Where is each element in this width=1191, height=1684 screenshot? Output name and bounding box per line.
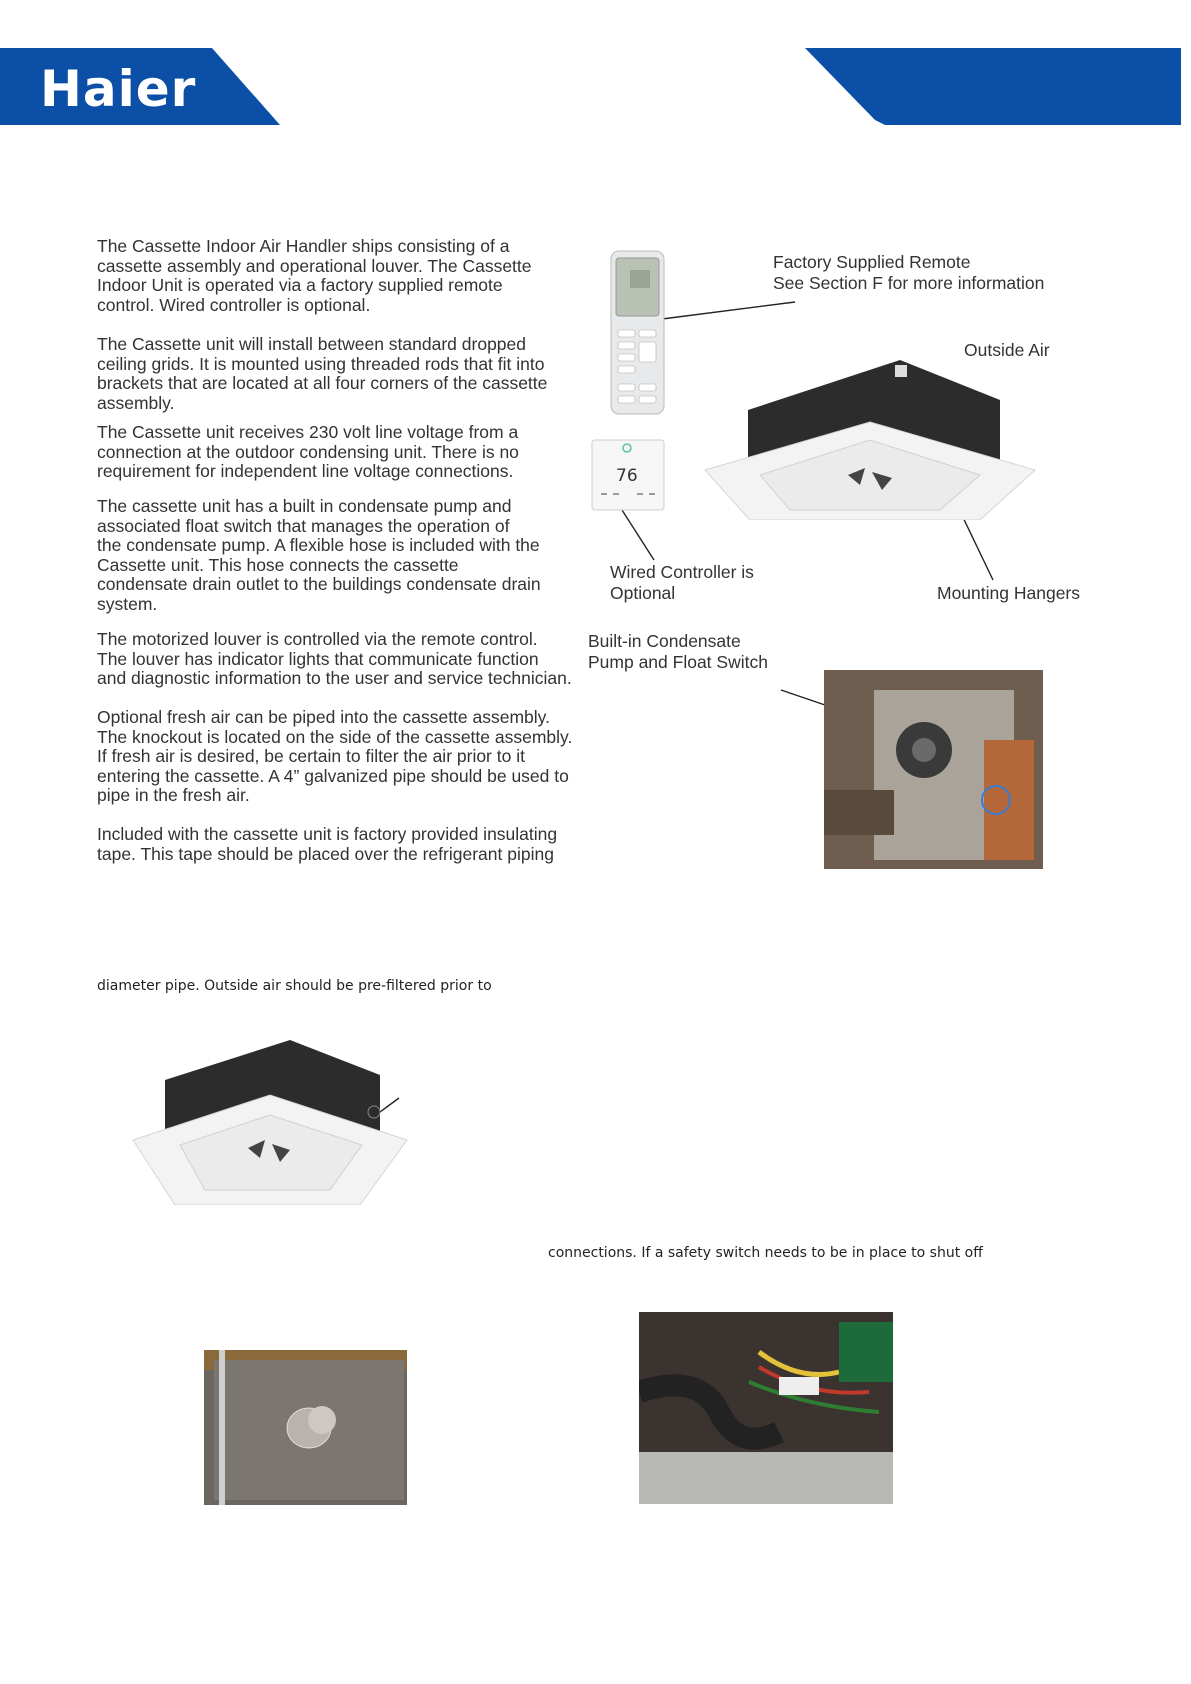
paragraph-fresh-air: Optional fresh air can be piped into the cassette assembly. The knockout is located on the side of the cassette assembly. If fresh air is desired, be certain to filter the air prior to it entering the cassette. A 4” galvanized pipe should be used to pipe in the fresh air.: [97, 707, 573, 806]
paragraph-louver: The motorized louver is controlled via the remote control. The louver has indicator lights that communicate function and diagnostic information to the user and service technician.: [97, 629, 572, 689]
paragraph-intro: The Cassette Indoor Air Handler ships consisting of a cassette assembly and operational louver. The Cassette Indoor Unit is operated via a factory supplied remote control. Wired controller is optional.: [97, 236, 532, 315]
wiring-photo: [639, 1312, 893, 1504]
callout-mounting-hangers: Mounting Hangers: [937, 583, 1080, 603]
cassette-unit-image: [700, 360, 1040, 520]
remote-control-image: [610, 250, 665, 415]
wired-controller-image: [591, 439, 665, 511]
paragraph-line-voltage: The Cassette unit receives 230 volt line voltage from a connection at the outdoor condensing unit. There is no requirement for independent line voltage connections.: [97, 422, 519, 482]
haier-logo: Haier: [40, 60, 197, 118]
callout-remote: Factory Supplied Remote See Section F for more information: [773, 252, 1045, 293]
fragment-diameter: diameter pipe. Outside air should be pre-filtered prior to: [97, 978, 492, 994]
fragment-connections: connections. If a safety switch needs to be in place to shut off: [548, 1245, 983, 1261]
paragraph-condensate: The cassette unit has a built in condensate pump and associated float switch that manages the operation of the condensate pump. A flexible hose is included with the Cassette unit. This hose connects the cassette condensate drain outlet to the buildings condensate drain system.: [97, 496, 541, 614]
paragraph-insulating-tape: Included with the cassette unit is factory provided insulating tape. This tape should be placed over the refrigerant piping: [97, 824, 558, 864]
condensate-pump-photo: [824, 670, 1043, 869]
cassette-fresh-air-image: [130, 1040, 410, 1205]
paragraph-ceiling-grid: The Cassette unit will install between standard dropped ceiling grids. It is mounted using threaded rods that fit into brackets that are located at all four corners of the cassette assembly.: [97, 334, 548, 413]
callout-condensate-pump: Built-in Condensate Pump and Float Switch: [588, 631, 768, 672]
callout-outside-air: Outside Air: [964, 340, 1050, 360]
fresh-air-knockout-photo: [204, 1350, 407, 1505]
wired-controller-temperature: 76: [616, 466, 638, 486]
callout-wired-controller: Wired Controller is Optional: [610, 562, 754, 603]
